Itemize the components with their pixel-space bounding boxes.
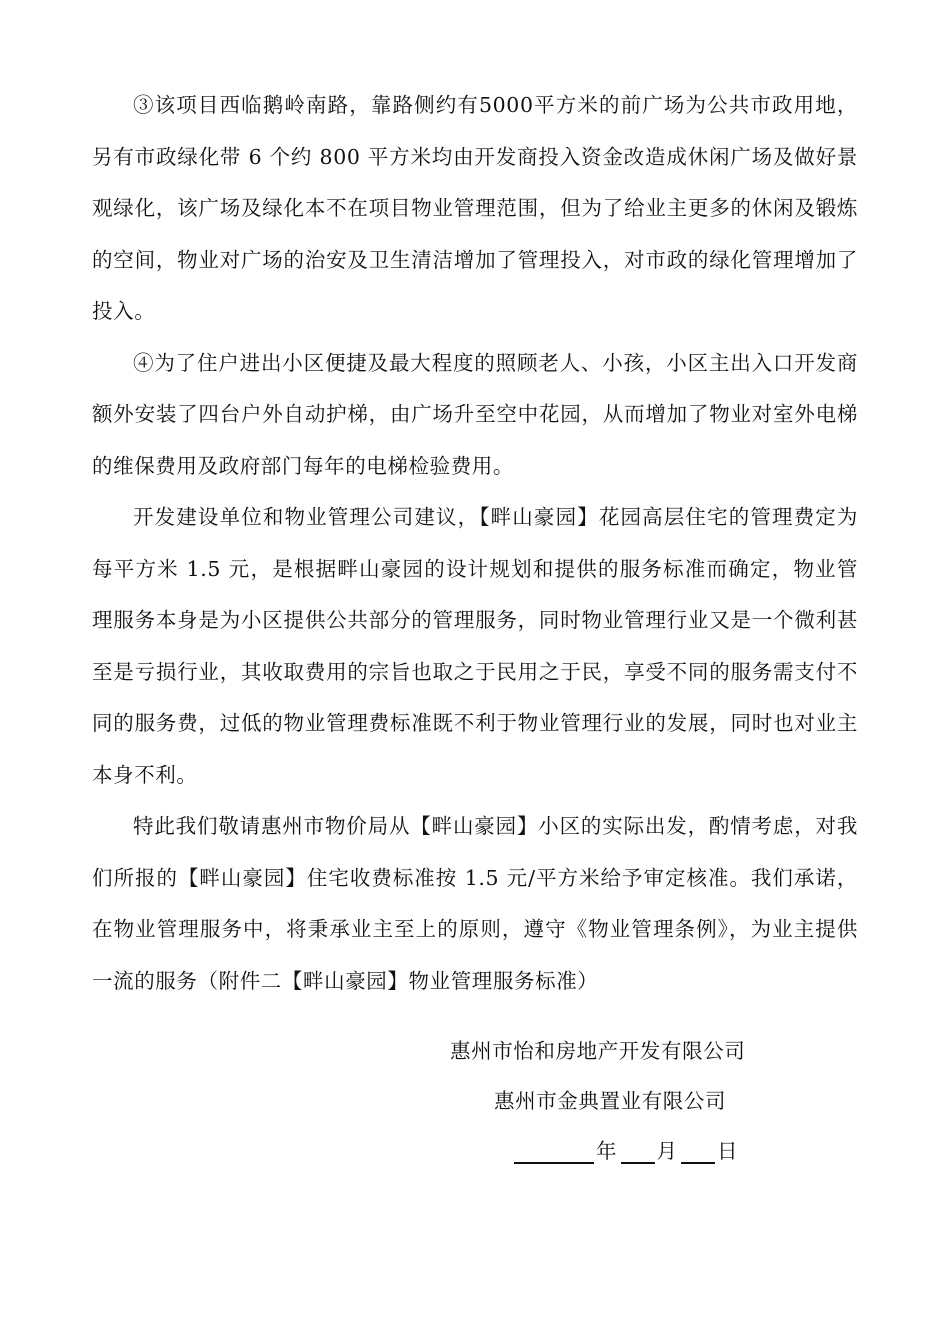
paragraph-recommendation: 开发建设单位和物业管理公司建议，【畔山豪园】花园高层住宅的管理费定为每平方米 1.5 元，是根据畔山豪园的设计规划和提供的服务标准而确定，物业管理服务本身是为小区提供公共部分的管理服务，同时物业管理行业又是一个微利甚至是亏损行业，其收取费用的宗旨也取之于民用之于民，享受不同的服务需支付不同的服务费，过低的物业管理费标准既不利于物业管理行业的发展，同时也对业主本身不利。	[92, 505, 858, 787]
company-name-property: 惠州市金典置业有限公司	[494, 1089, 727, 1113]
year-blank	[514, 1136, 594, 1164]
day-label: 日	[717, 1139, 738, 1163]
month-label: 月	[656, 1139, 677, 1163]
paragraph-item-3: ③该项目西临鹅岭南路，靠路侧约有5000平方米的前广场为公共市政用地，另有市政绿化带 6 个约 800 平方米均由开发商投入资金改造成休闲广场及做好景观绿化，该广场及绿化本不在项目物业管理范围，但为了给业主更多的休闲及锻炼的空间，物业对广场的治安及卫生清洁增加了管理投入，对市政的绿化管理增加了投入。	[92, 93, 858, 323]
paragraph-item-4: ④为了住户进出小区便捷及最大程度的照顾老人、小孩，小区主出入口开发商额外安装了四台户外自动护梯，由广场升至空中花园，从而增加了物业对室外电梯的维保费用及政府部门每年的电梯检验费用。	[92, 350, 858, 478]
month-blank	[621, 1136, 655, 1164]
year-label: 年	[596, 1139, 617, 1163]
company-name-developer: 惠州市怡和房地产开发有限公司	[450, 1039, 746, 1063]
day-blank	[681, 1136, 715, 1164]
date-line	[514, 1136, 740, 1168]
document-body	[92, 80, 858, 1007]
paragraph-request: 特此我们敬请惠州市物价局从【畔山豪园】小区的实际出发，酌情考虑，对我们所报的【畔山豪园】住宅收费标准按 1.5 元/平方米给予审定核准。我们承诺，在物业管理服务中，将秉承业主至上的原则，遵守《物业管理条例》，为业主提供一流的服务（附件二【畔山豪园】物业管理服务标准）	[92, 814, 858, 993]
